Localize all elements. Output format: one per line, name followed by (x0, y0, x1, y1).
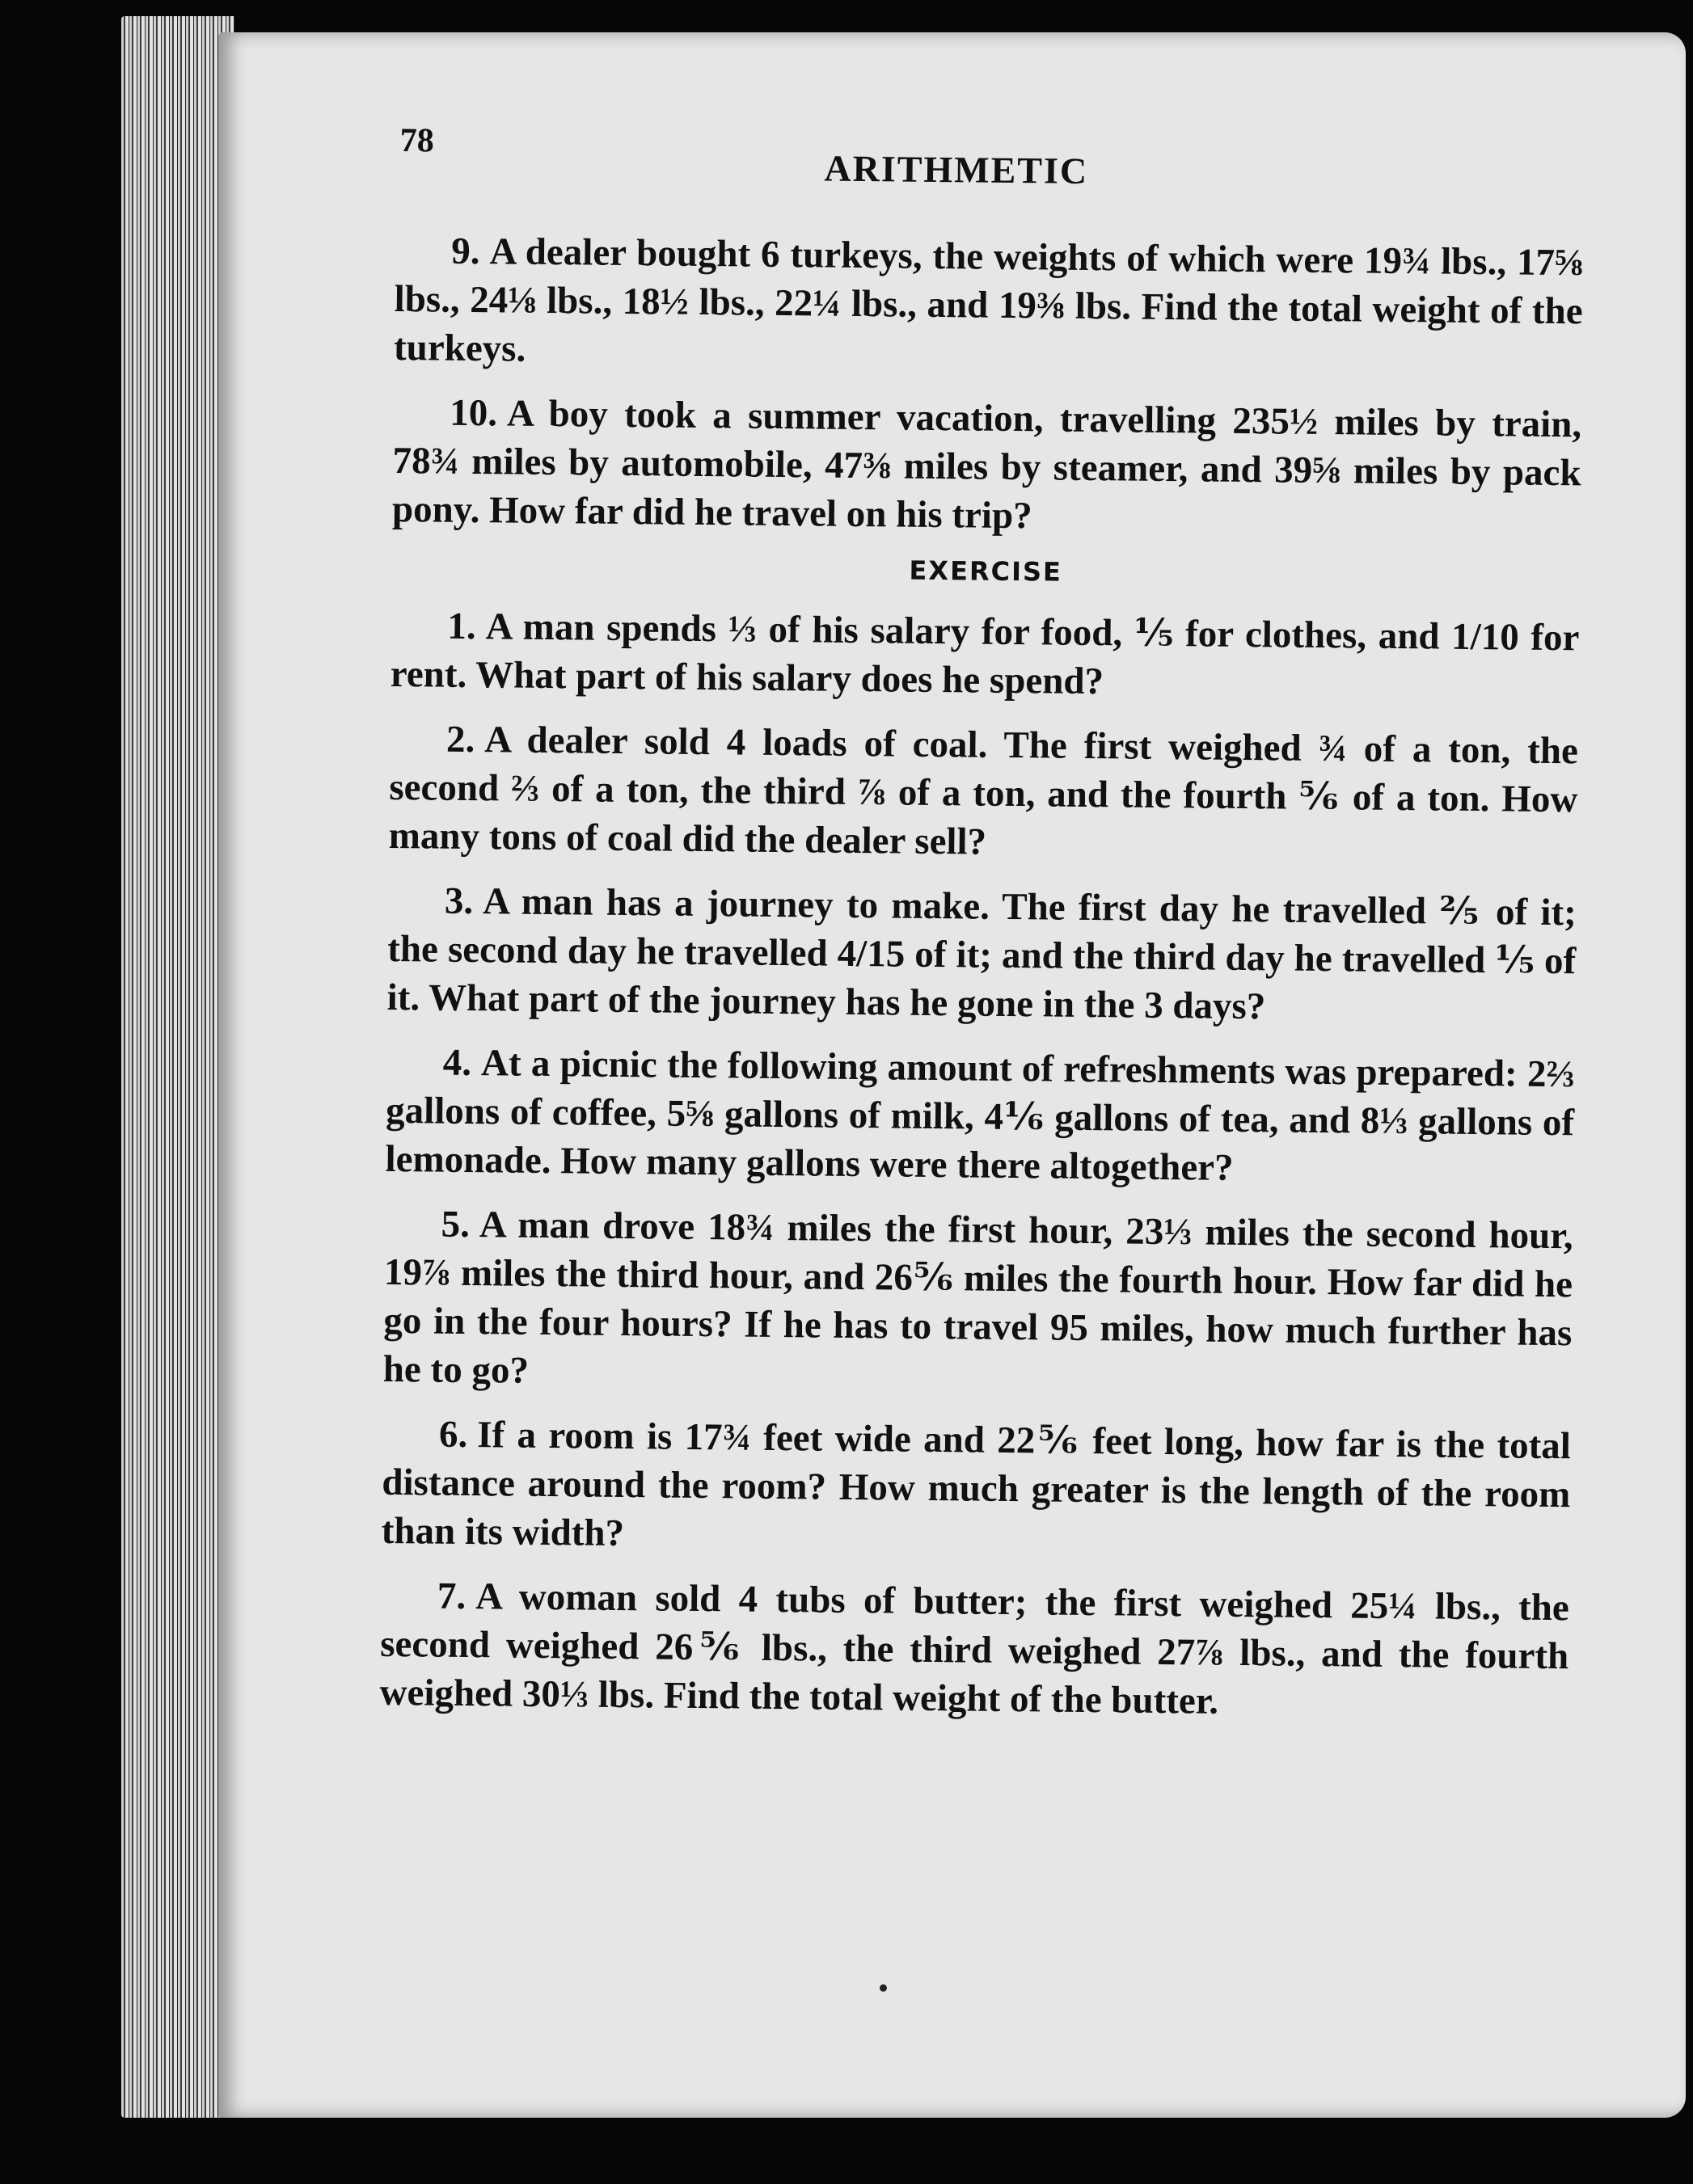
problem-text: At a picnic the following amount of refreshments was prepared: 2⅔ gallons of coffee, 5⅝ gallons of milk, 4⅙ gallons of tea, and 8⅓ gallons of lemonade. How many gallons were there altogether? (385, 1042, 1576, 1189)
exercise-problem-5 (383, 1200, 1573, 1406)
problem-number: 6. (438, 1413, 468, 1457)
problem-text: A man drove 18¾ miles the first hour, 23⅓ miles the second hour, 19⅞ miles the third hour, and 26⅚ miles the fourth hour. How far did he go in the four hours? If he has to travel 95 miles, how much further has he to go? (382, 1204, 1573, 1392)
problem-10 (392, 388, 1582, 546)
problem-number: 3. (444, 879, 474, 923)
exercise-problem-3 (386, 876, 1577, 1034)
problem-number: 9. (451, 230, 480, 273)
page-edges (121, 16, 234, 2118)
exercise-problem-4 (385, 1038, 1575, 1195)
problem-number: 5. (441, 1203, 471, 1246)
exercise-problem-7 (379, 1571, 1569, 1729)
exercise-problem-1 (391, 601, 1580, 710)
exercise-problem-2 (388, 715, 1578, 872)
problem-text: A man has a journey to make. The first day he travelled ⅖ of it; the second day he travelled 4/15 of it; and the third day he travelled ⅕ of it. What part of the journey has he gone in the 3 days? (386, 880, 1577, 1028)
problem-text: A dealer bought 6 turkeys, the weights of which were 19¾ lbs., 17⅝ lbs., 24⅛ lbs., 18½ lbs., 22¼ lbs., and 19⅜ lbs. Find the total weight of the turkeys. (393, 230, 1584, 370)
problem-number: 1. (447, 605, 476, 648)
problem-text: A man spends ⅓ of his salary for food, ⅕ for clothes, and 1/10 for rent. What part of his salary does he spend? (390, 605, 1580, 703)
problem-text: A woman sold 4 tubs of butter; the first weighed 25¼ lbs., the second weighed 26⅚ lbs., the third weighed 27⅞ lbs., and the fourth weighed 30⅓ lbs. Find the total weight of the butter. (379, 1575, 1570, 1722)
page-number: 78 (399, 122, 434, 160)
exercise-problem-6 (381, 1410, 1571, 1567)
exercise-heading: EXERCISE (909, 554, 1063, 588)
problem-number: 2. (445, 718, 475, 761)
problem-number: 7. (437, 1575, 467, 1618)
book-page (218, 32, 1686, 2118)
problem-text: A dealer sold 4 loads of coal. The first weighed ¾ of a ton, the second ⅔ of a ton, the third ⅞ of a ton, and the fourth ⅚ of a ton. How many tons of coal did the dealer sell? (388, 719, 1579, 863)
problem-text: If a room is 17¾ feet wide and 22⅚ feet long, how far is the total distance around the room? How much greater is the length of the room than its width? (381, 1414, 1572, 1555)
problem-text: A boy took a summer vacation, travelling 235½ miles by train, 78¾ miles by automobile, 47⅜ miles by steamer, and 39⅝ miles by pack pony. How far did he travel on his trip? (391, 392, 1582, 538)
problem-9 (394, 226, 1584, 384)
problem-number: 4. (442, 1041, 472, 1085)
page-content (379, 121, 1585, 1745)
ink-dot (880, 1984, 887, 1992)
problem-number: 10. (449, 391, 498, 435)
page-header (395, 121, 1585, 238)
running-title: ARITHMETIC (824, 147, 1089, 192)
